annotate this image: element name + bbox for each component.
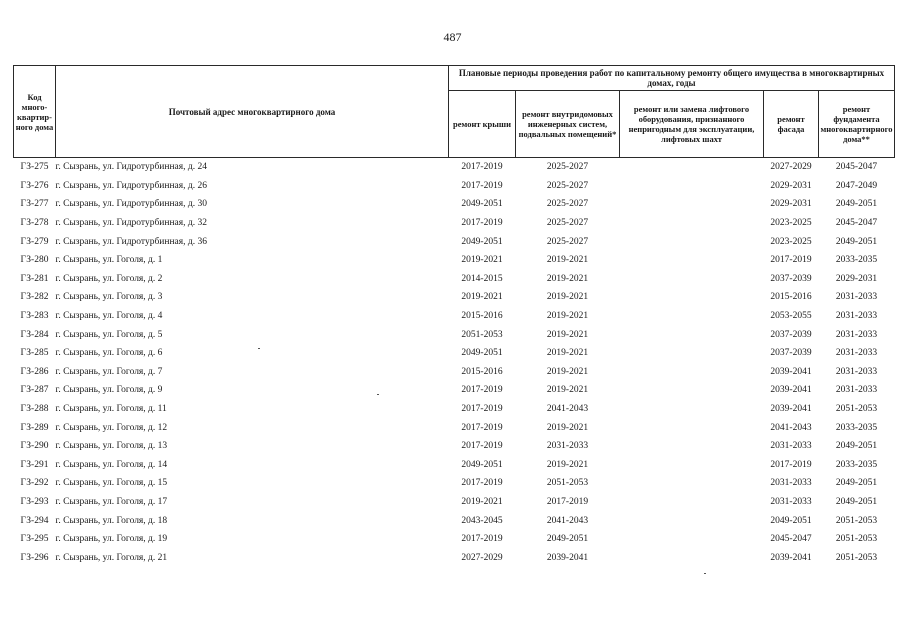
cell-address: г. Сызрань, ул. Гоголя, д. 15 (55, 478, 168, 489)
table-row (14, 307, 895, 326)
cell-address: г. Сызрань, ул. Гоголя, д. 17 (55, 496, 168, 507)
header-address: Почтовый адрес многоквартирного дома (56, 66, 449, 158)
cell-address: г. Сызрань, ул. Гоголя, д. 1 (55, 255, 163, 266)
cell-engineering: 2019-2021 (546, 329, 589, 340)
cell-roof: 2015-2016 (461, 366, 503, 377)
header-code: Код много-квартир-ного дома (14, 66, 56, 158)
cell-foundation: 2031-2033 (835, 385, 878, 396)
cell-lift (620, 344, 764, 363)
table-row (14, 456, 895, 475)
cell-address: г. Сызрань, ул. Гоголя, д. 6 (55, 348, 163, 359)
cell-roof: 2017-2019 (461, 385, 503, 396)
cell-foundation: 2033-2035 (835, 459, 878, 470)
cell-foundation: 2033-2035 (835, 255, 878, 266)
cell-foundation: 2033-2035 (835, 422, 878, 433)
cell-code: ГЗ-291 (20, 459, 49, 470)
cell-lift (620, 325, 764, 344)
cell-code: ГЗ-286 (20, 366, 49, 377)
table-row (14, 418, 895, 437)
cell-address: г. Сызрань, ул. Гоголя, д. 11 (55, 404, 167, 415)
cell-lift (620, 381, 764, 400)
cell-engineering: 2019-2021 (546, 348, 589, 359)
cell-address: г. Сызрань, ул. Гоголя, д. 7 (55, 366, 163, 377)
table-row (14, 270, 895, 289)
cell-facade: 2027-2029 (770, 162, 812, 173)
cell-facade: 2045-2047 (770, 534, 812, 545)
cell-engineering: 2049-2051 (546, 534, 589, 545)
cell-facade: 2031-2033 (770, 441, 812, 452)
cell-code: ГЗ-278 (20, 218, 49, 229)
cell-roof: 2049-2051 (461, 348, 503, 359)
table-row (14, 177, 895, 196)
cell-roof: 2014-2015 (461, 273, 503, 284)
cell-lift (620, 437, 764, 456)
cell-engineering: 2019-2021 (546, 292, 589, 303)
cell-lift (620, 493, 764, 512)
cell-code: ГЗ-294 (20, 515, 49, 526)
table-row (14, 381, 895, 400)
cell-roof: 2027-2029 (461, 552, 503, 563)
cell-engineering: 2051-2053 (546, 478, 589, 489)
cell-code: ГЗ-280 (20, 255, 49, 266)
cell-foundation: 2031-2033 (835, 329, 878, 340)
cell-foundation: 2051-2053 (835, 404, 878, 415)
cell-roof: 2017-2019 (461, 404, 503, 415)
cell-code: ГЗ-296 (20, 552, 49, 563)
cell-roof: 2017-2019 (461, 218, 503, 229)
cell-roof: 2051-2053 (461, 329, 503, 340)
table-row (14, 232, 895, 251)
cell-foundation: 2049-2051 (835, 236, 878, 247)
table-row (14, 400, 895, 419)
cell-lift (620, 232, 764, 251)
table-row (14, 530, 895, 549)
cell-roof: 2017-2019 (461, 180, 503, 191)
table-row (14, 437, 895, 456)
cell-engineering: 2017-2019 (546, 496, 589, 507)
page-number: 487 (443, 30, 462, 44)
cell-address: г. Сызрань, ул. Гоголя, д. 14 (55, 459, 168, 470)
cell-engineering: 2025-2027 (546, 180, 589, 191)
cell-roof: 2019-2021 (461, 496, 503, 507)
cell-facade: 2049-2051 (770, 515, 812, 526)
cell-code: ГЗ-290 (20, 441, 49, 452)
cell-roof: 2049-2051 (461, 236, 503, 247)
header-foundation: ремонт фундамента многоквартирного дома** (819, 91, 895, 158)
cell-foundation: 2049-2051 (835, 478, 878, 489)
cell-lift (620, 418, 764, 437)
cell-engineering: 2019-2021 (546, 459, 589, 470)
cell-lift (620, 214, 764, 233)
cell-roof: 2017-2019 (461, 534, 503, 545)
cell-address: г. Сызрань, ул. Гоголя, д. 18 (55, 515, 168, 526)
cell-foundation: 2031-2033 (835, 366, 878, 377)
header-group: Плановые периоды проведения работ по капитальному ремонту общего имущества в многоквартирных домах, годы (449, 66, 895, 91)
cell-engineering: 2025-2027 (546, 236, 589, 247)
cell-engineering: 2031-2033 (546, 441, 589, 452)
cell-engineering: 2039-2041 (546, 552, 589, 563)
cell-roof: 2049-2051 (461, 199, 503, 210)
cell-roof: 2017-2019 (461, 441, 503, 452)
cell-engineering: 2019-2021 (546, 422, 589, 433)
cell-address: г. Сызрань, ул. Гидротурбинная, д. 26 (55, 180, 207, 191)
cell-roof: 2015-2016 (461, 311, 503, 322)
cell-lift (620, 530, 764, 549)
cell-address: г. Сызрань, ул. Гоголя, д. 9 (55, 385, 163, 396)
cell-engineering: 2041-2043 (546, 404, 589, 415)
cell-engineering: 2019-2021 (546, 311, 589, 322)
cell-lift (620, 456, 764, 475)
cell-foundation: 2045-2047 (835, 218, 878, 229)
cell-lift (620, 400, 764, 419)
cell-engineering: 2019-2021 (546, 385, 589, 396)
cell-foundation: 2049-2051 (835, 441, 878, 452)
cell-code: ГЗ-281 (20, 273, 49, 284)
cell-facade: 2017-2019 (770, 255, 812, 266)
cell-facade: 2029-2031 (770, 180, 812, 191)
cell-code: ГЗ-284 (20, 329, 49, 340)
cell-foundation: 2049-2051 (835, 496, 878, 507)
cell-address: г. Сызрань, ул. Гоголя, д. 21 (55, 552, 168, 563)
table-row (14, 214, 895, 233)
cell-lift (620, 511, 764, 530)
table-row (14, 158, 895, 177)
cell-lift (620, 548, 764, 567)
cell-facade: 2023-2025 (770, 236, 812, 247)
header-engineering: ремонт внутридомовых инженерных систем, подвальных помещений* (516, 91, 620, 158)
cell-lift (620, 288, 764, 307)
cell-foundation: 2047-2049 (835, 180, 878, 191)
table-row (14, 511, 895, 530)
cell-foundation: 2031-2033 (835, 311, 878, 322)
cell-address: г. Сызрань, ул. Гидротурбинная, д. 24 (55, 162, 207, 173)
cell-code: ГЗ-277 (20, 199, 49, 210)
cell-lift (620, 363, 764, 382)
cell-address: г. Сызрань, ул. Гоголя, д. 5 (55, 329, 163, 340)
cell-code: ГЗ-288 (20, 404, 49, 415)
cell-address: г. Сызрань, ул. Гоголя, д. 12 (55, 422, 168, 433)
cell-roof: 2019-2021 (461, 292, 503, 303)
table-header (14, 66, 895, 158)
cell-facade: 2015-2016 (770, 292, 812, 303)
cell-engineering: 2041-2043 (546, 515, 589, 526)
cell-facade: 2017-2019 (770, 459, 812, 470)
cell-code: ГЗ-293 (20, 496, 49, 507)
repair-schedule-table (13, 65, 895, 567)
table-row (14, 493, 895, 512)
cell-engineering: 2019-2021 (546, 366, 589, 377)
cell-engineering: 2019-2021 (546, 273, 589, 284)
cell-foundation: 2051-2053 (835, 515, 878, 526)
table-row (14, 363, 895, 382)
cell-foundation: 2051-2053 (835, 534, 878, 545)
table-row (14, 251, 895, 270)
cell-lift (620, 177, 764, 196)
cell-code: ГЗ-275 (20, 162, 49, 173)
cell-lift (620, 251, 764, 270)
cell-lift (620, 474, 764, 493)
cell-lift (620, 158, 764, 177)
header-lift: ремонт или замена лифтового оборудования, признанного непригодным для эксплуатации, лифтовых шахт (620, 91, 764, 158)
cell-facade: 2039-2041 (770, 404, 812, 415)
cell-foundation: 2045-2047 (835, 162, 878, 173)
cell-code: ГЗ-285 (20, 348, 49, 359)
header-facade: ремонт фасада (764, 91, 819, 158)
cell-facade: 2037-2039 (770, 273, 812, 284)
table-row (14, 548, 895, 567)
cell-foundation: 2031-2033 (835, 348, 878, 359)
cell-roof: 2019-2021 (461, 255, 503, 266)
cell-address: г. Сызрань, ул. Гидротурбинная, д. 36 (55, 236, 207, 247)
cell-facade: 2039-2041 (770, 385, 812, 396)
cell-roof: 2017-2019 (461, 478, 503, 489)
cell-facade: 2037-2039 (770, 329, 812, 340)
table-row (14, 344, 895, 363)
cell-code: ГЗ-276 (20, 180, 49, 191)
cell-lift (620, 307, 764, 326)
cell-address: г. Сызрань, ул. Гидротурбинная, д. 30 (55, 199, 207, 210)
cell-roof: 2017-2019 (461, 162, 503, 173)
cell-code: ГЗ-282 (20, 292, 49, 303)
cell-code: ГЗ-279 (20, 236, 49, 247)
cell-foundation: 2031-2033 (835, 292, 878, 303)
cell-code: ГЗ-283 (20, 311, 49, 322)
cell-facade: 2031-2033 (770, 478, 812, 489)
cell-roof: 2017-2019 (461, 422, 503, 433)
cell-lift (620, 195, 764, 214)
cell-address: г. Сызрань, ул. Гоголя, д. 2 (55, 273, 163, 284)
table-body (14, 158, 895, 568)
cell-foundation: 2049-2051 (835, 199, 878, 210)
cell-facade: 2039-2041 (770, 552, 812, 563)
cell-facade: 2031-2033 (770, 496, 812, 507)
cell-roof: 2043-2045 (461, 515, 503, 526)
cell-engineering: 2019-2021 (546, 255, 589, 266)
cell-foundation: 2029-2031 (835, 273, 878, 284)
cell-address: г. Сызрань, ул. Гоголя, д. 3 (55, 292, 163, 303)
table-row (14, 325, 895, 344)
cell-facade: 2029-2031 (770, 199, 812, 210)
cell-code: ГЗ-295 (20, 534, 49, 545)
table-row (14, 288, 895, 307)
cell-address: г. Сызрань, ул. Гоголя, д. 13 (55, 441, 168, 452)
table-row (14, 195, 895, 214)
cell-facade: 2053-2055 (770, 311, 812, 322)
table-row (14, 474, 895, 493)
cell-engineering: 2025-2027 (546, 218, 589, 229)
cell-facade: 2037-2039 (770, 348, 812, 359)
cell-facade: 2041-2043 (770, 422, 812, 433)
cell-address: г. Сызрань, ул. Гоголя, д. 4 (55, 311, 163, 322)
cell-engineering: 2025-2027 (546, 162, 589, 173)
cell-engineering: 2025-2027 (546, 199, 589, 210)
cell-facade: 2039-2041 (770, 366, 812, 377)
cell-code: ГЗ-292 (20, 478, 49, 489)
scan-speck (258, 348, 260, 349)
header-roof: ремонт крыши (449, 91, 516, 158)
cell-address: г. Сызрань, ул. Гоголя, д. 19 (55, 534, 168, 545)
cell-roof: 2049-2051 (461, 459, 503, 470)
cell-lift (620, 270, 764, 289)
cell-facade: 2023-2025 (770, 218, 812, 229)
scan-speck (377, 394, 379, 395)
scan-speck (704, 573, 706, 574)
cell-code: ГЗ-287 (20, 385, 49, 396)
cell-address: г. Сызрань, ул. Гидротурбинная, д. 32 (55, 218, 207, 229)
cell-foundation: 2051-2053 (835, 552, 878, 563)
cell-code: ГЗ-289 (20, 422, 49, 433)
